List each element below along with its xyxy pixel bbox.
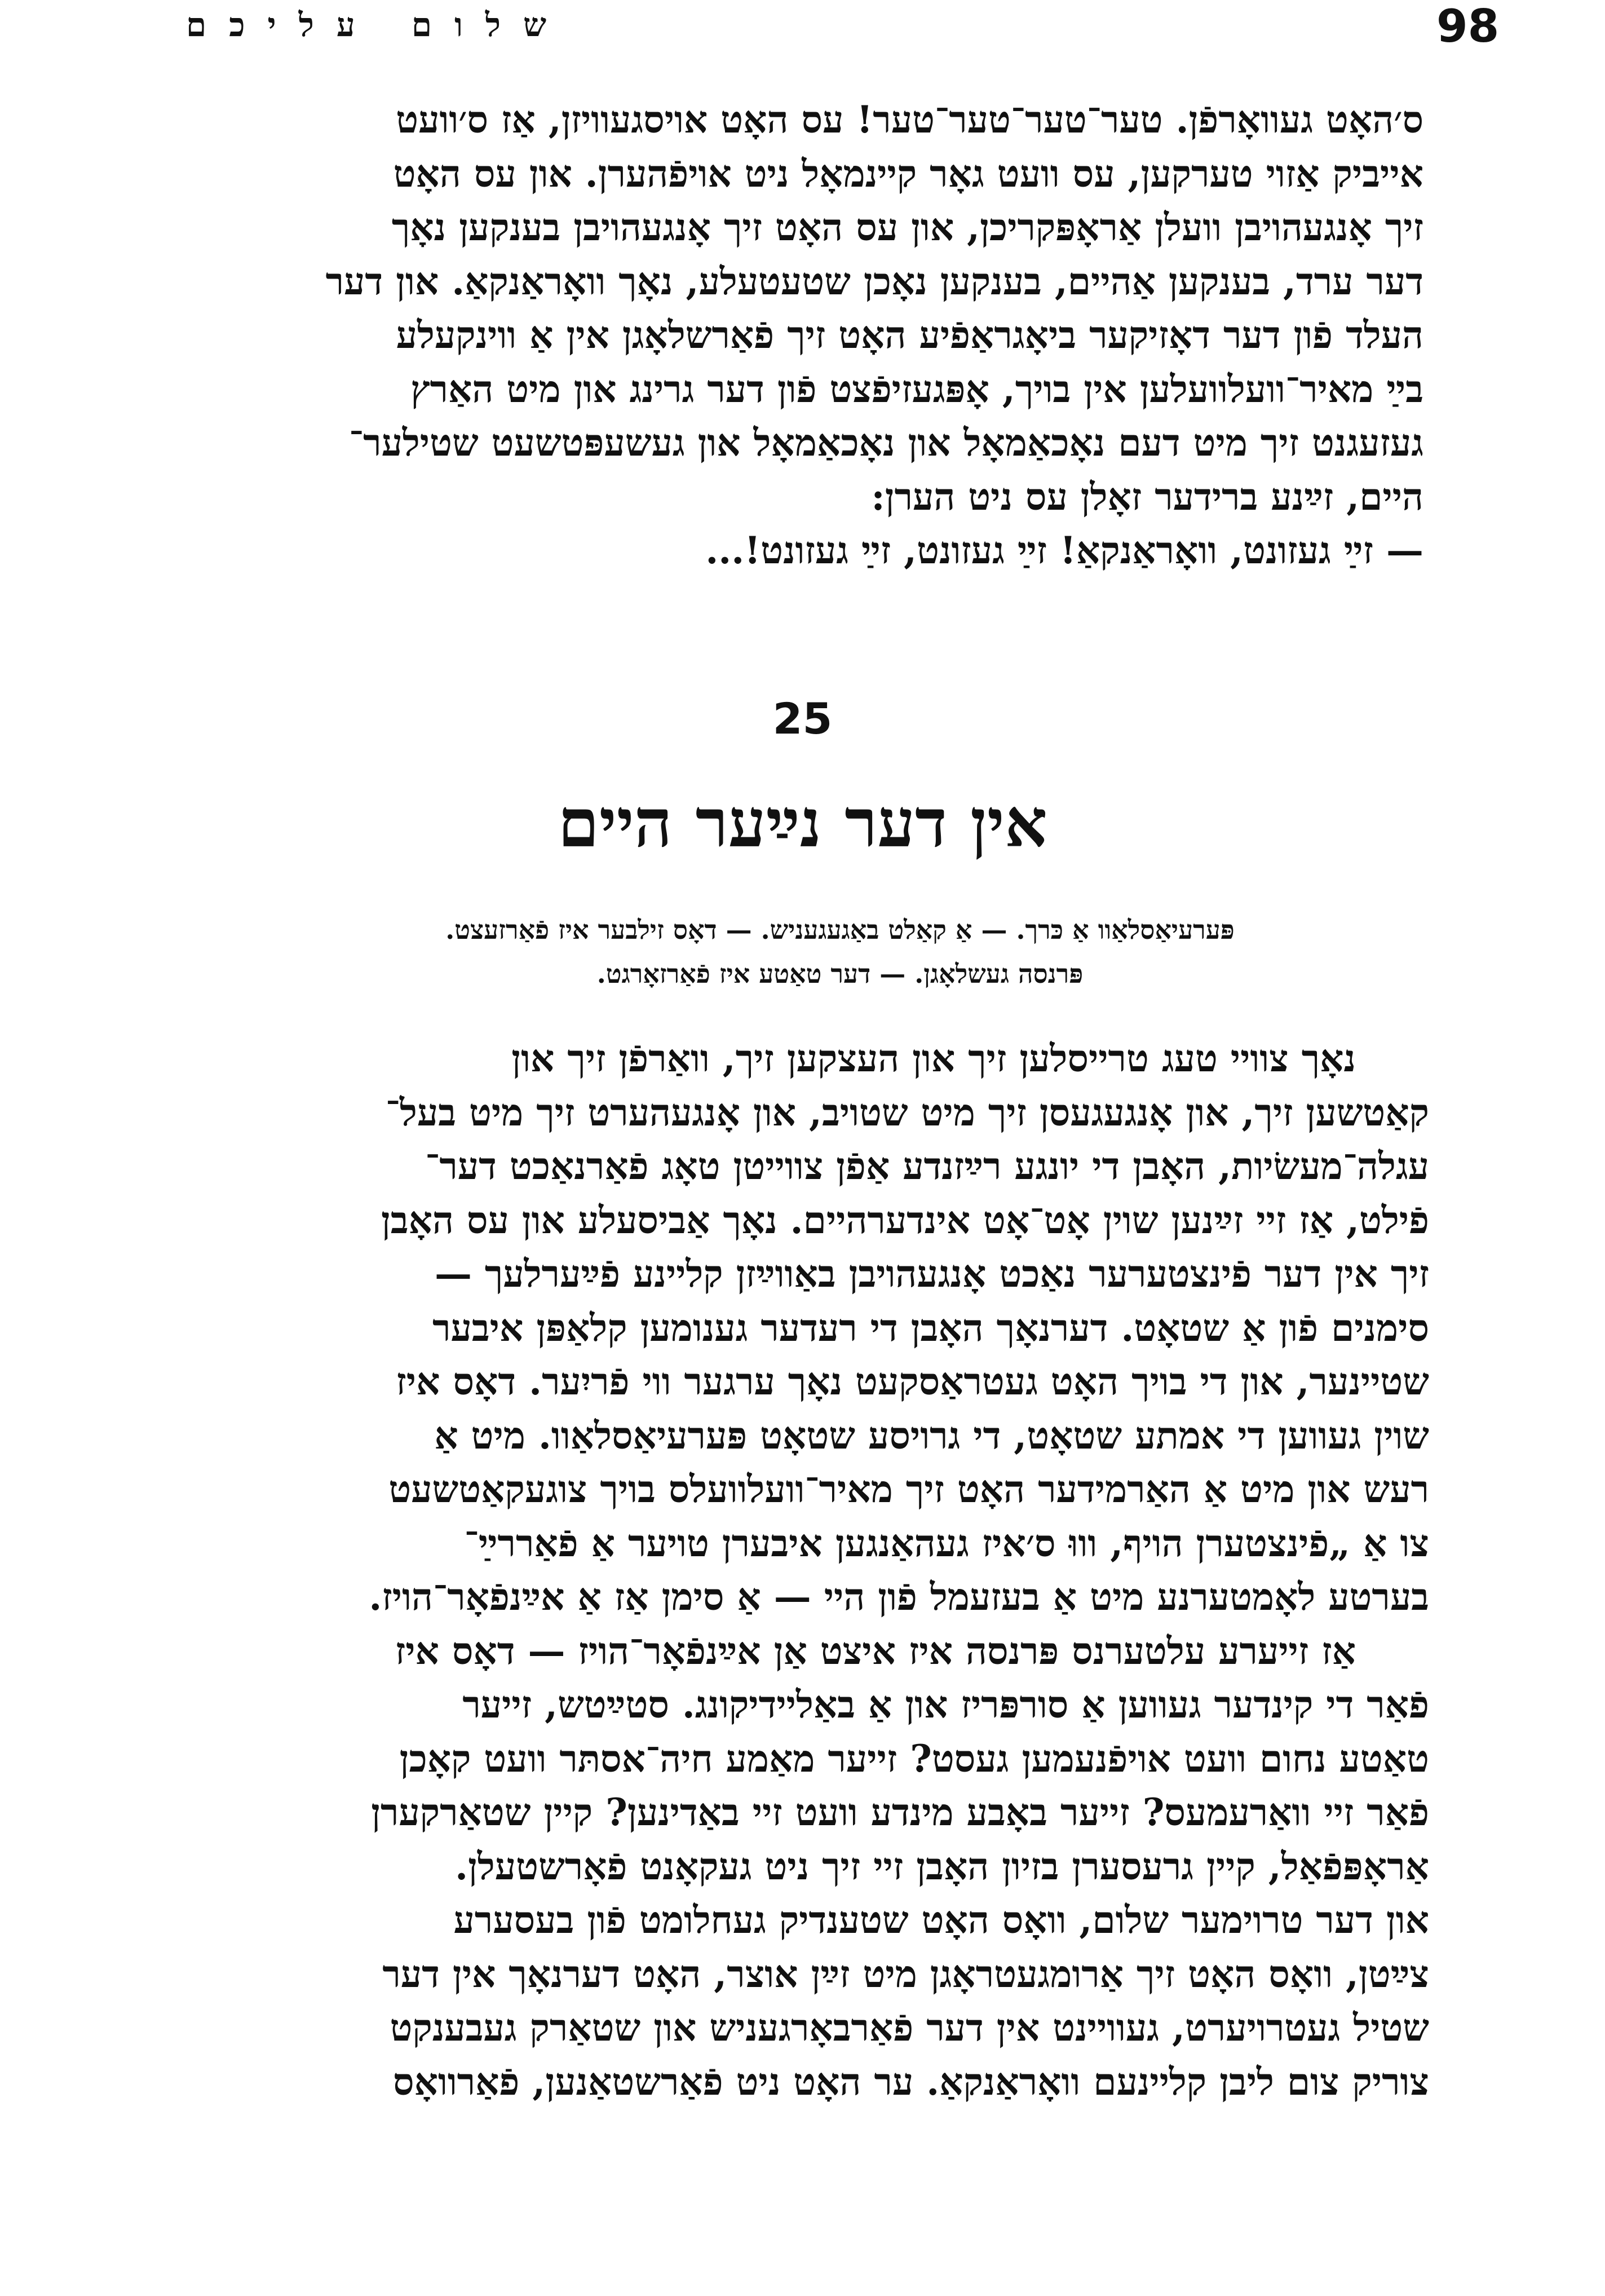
text-line: אַראָפּפֿאַל, קיין גרעסערן בזיון האָבן זיי זיך ניט געקאָנט פֿאָרשטעלן. bbox=[455, 1844, 1429, 1888]
text-line: בערטע לאָמטערנע מיט אַ בעזעמל פֿון היי — אַ סימן אַז אַ אײַנפֿאָר־הויז. bbox=[369, 1575, 1429, 1619]
text-line: פֿילט, אַז זיי זײַנען שוין אָט־אָט אינדערהיים. נאָך אַביסעלע און עס האָבן bbox=[381, 1198, 1429, 1242]
text-line: טאַטע נחום וועט אויפֿנעמען געסט? זייער מאַמע חיה־אסתּר וועט קאָכן bbox=[399, 1736, 1429, 1781]
text-line: שוין געווען די אמתע שטאָט, די גרויסע שטאָט פּערעיאַסלאַוו. מיט אַ bbox=[434, 1413, 1429, 1458]
text-line: דער ערד, בענקען אַהיים, בענקען נאָכן שטעטעלע, נאָך וואָראַנקאַ. און דער bbox=[325, 259, 1423, 303]
text-line: פֿאַר די קינדער געווען אַ סורפּריז און אַ באַליידיקונג. סטײַטש, זייער bbox=[462, 1683, 1429, 1727]
chapter-title: אין דער נײַער היים bbox=[558, 784, 1047, 862]
text-line: און דער טרוימער שלום, וואָס האָט שטענדיק געחלומט פֿון בעסערע bbox=[453, 1898, 1429, 1942]
text-line: צו אַ „פֿינצטערן הויף, וווּ ס׳איז געהאַנגען איבערן טויער אַ פֿאַררײַ־ bbox=[464, 1521, 1429, 1565]
text-line: אייביק אַזוי טערקען, עס וועט גאָר קיינמאָל ניט אויפֿהערן. און עס האָט bbox=[393, 151, 1423, 196]
text-line: רעש און מיט אַ האַרמידער האָט זיך מאיר־וועלוועלס בויך צוגעקאַטשעט bbox=[388, 1467, 1429, 1511]
text-line: זיך אין דער פֿינצטערער נאַכט אָנגעהויבן באַווײַזן קליינע פֿײַערלעך — bbox=[434, 1252, 1429, 1296]
chapter-synopsis bbox=[237, 908, 1443, 996]
text-line: שטיל געטרויערט, געוויינט אין דער פֿאַרבאָרגעניש און שטאַרק געבענקט bbox=[390, 2006, 1429, 2050]
page-number: 98 bbox=[1436, 0, 1500, 52]
synopsis-line: פּערעיאַסלאַוו אַ כּרך. — אַ קאַלט באַגעגעניש. — דאָס זילבער איז פֿאַרזעצט. bbox=[445, 915, 1235, 945]
text-line: העלד פֿון דער דאָזיקער ביאָגראַפֿיע האָט זיך פֿאַרשלאָגן אין אַ ווינקעלע bbox=[396, 313, 1423, 357]
text-line: זיך אָנגעהויבן וועלן אַראָפּקריכן, און עס האָט זיך אָנגעהויבן בענקען נאָך bbox=[391, 205, 1423, 249]
chapter-body bbox=[189, 1032, 1429, 2109]
text-line: עגלה־מעשׂיות, האָבן די יונגע רײַזנדע אַפֿן צווייטן טאָג פֿאַרנאַכט דער־ bbox=[425, 1144, 1429, 1188]
synopsis-line: פּרנסה געשלאָגן. — דער טאַטע איז פֿאַרזאָרגט. bbox=[596, 959, 1084, 989]
text-line: ס׳האָט געוואָרפֿן. טער־טער־טער־טער! עס האָט אויסגעוויזן, אַז ס׳וועט bbox=[396, 98, 1423, 142]
text-line: אַז זייערע עלטערנס פּרנסה איז איצט אַן אײַנפֿאָר־הויז — דאָס איז bbox=[395, 1628, 1356, 1673]
chapter-number: 25 bbox=[772, 694, 833, 744]
top-paragraph bbox=[194, 93, 1423, 578]
text-line: שטיינער, און די בויך האָט געטראַסקעט נאָך ערגער ווי פֿריִער. דאָס איז bbox=[396, 1359, 1429, 1403]
closing-line: — זײַ געזונט, וואָראַנקאַ! זײַ געזונט, זײַ געזונט!... bbox=[705, 528, 1423, 572]
text-line: קאַטשען זיך, און אָנגעגעסן זיך מיט שטויב, און אָנגעהערט זיך מיט בעל־ bbox=[385, 1090, 1429, 1134]
text-line: פֿאַר זיי וואַרעמעס? זייער באָבע מינדע וועט זיי באַדינען? קיין שטאַרקערן bbox=[371, 1790, 1429, 1834]
text-line: סימנים פֿון אַ שטאָט. דערנאָך האָבן די רעדער גענומען קלאַפּן איבער bbox=[432, 1305, 1429, 1350]
text-line: צוריק צום ליבן קליינעם וואָראַנקאַ. ער האָט ניט פֿאַרשטאַנען, פֿאַרוואָס bbox=[393, 2059, 1429, 2104]
text-line: נאָך צוויי טעג טרייסלען זיך און העצקען זיך, וואַרפֿן זיך און bbox=[511, 1036, 1356, 1080]
text-line: בײַ מאיר־וועלוועלען אין בויך, אָפּגעזיפֿצט פֿון דער גרינג און מיט האַרץ bbox=[410, 367, 1423, 411]
text-line: געזעגנט זיך מיט דעם נאָכאַמאָל און נאָכאַמאָל און געשעפּטשעט שטילער־ bbox=[348, 421, 1423, 465]
text-line: היים, זײַנע ברידער זאָלן עס ניט הערן: bbox=[871, 474, 1423, 519]
text-line: צײַטן, וואָס האָט זיך אַרומגעטראָגן מיט זײַן אוצר, האָט דערנאָך אין דער bbox=[382, 1951, 1429, 1996]
running-head: שלום עליכם bbox=[186, 6, 569, 44]
